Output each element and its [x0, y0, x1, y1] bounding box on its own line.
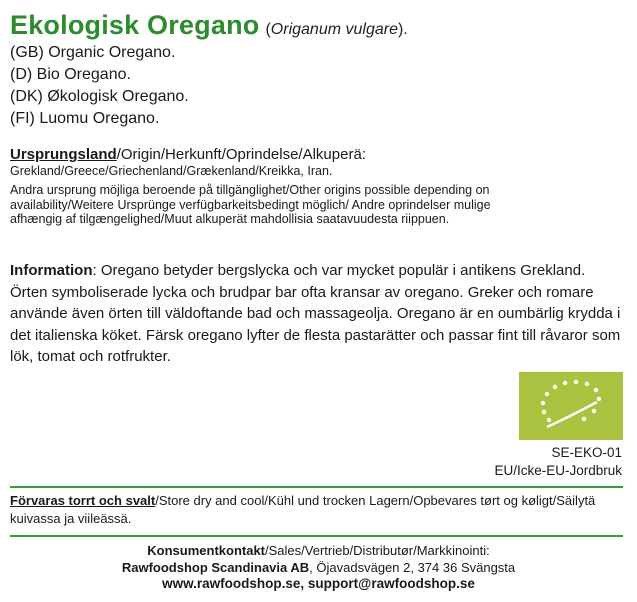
- contact-label-translations: /Sales/Vertrieb/Distributør/Markkinointi:: [265, 543, 490, 558]
- agriculture-origin: EU/Icke-EU-Jordbruk: [494, 463, 622, 478]
- company-name: Rawfoodshop Scandinavia AB: [121, 559, 310, 575]
- eu-organic-leaf-icon: [519, 372, 623, 440]
- certification-code: SE-EKO-01: [551, 445, 622, 460]
- storage-section: [10, 492, 622, 528]
- origin-label-translations: /Origin/Herkunft/Oprindelse/Alkuperä:: [116, 146, 366, 163]
- language-name-fi: (FI) Luomu Oregano.: [10, 110, 160, 127]
- information-label: Information: [10, 262, 93, 279]
- title-row: [10, 10, 408, 41]
- origin-heading: [10, 146, 622, 163]
- product-title: Ekologisk Oregano: [10, 10, 260, 40]
- latin-open: (: [265, 21, 271, 38]
- contact-address-line: [0, 560, 637, 577]
- company-address: , Öjavadsvägen 2, 374 36 Svängsta: [309, 559, 516, 575]
- divider-bottom: [10, 535, 623, 537]
- contact-section: [0, 543, 637, 593]
- certification-text: [494, 444, 622, 480]
- information-section: [10, 260, 622, 368]
- latin-species: Origanum vulgare: [270, 21, 398, 38]
- contact-label: Konsumentkontakt: [147, 543, 266, 558]
- storage-label: Förvaras torrt och svalt: [10, 493, 156, 508]
- language-name-dk: (DK) Økologisk Oregano.: [10, 88, 189, 105]
- origin-note: Andra ursprung möjliga beroende på tillgänglighet/Other origins possible depending on availability/Weitere Ursprünge verfügbarkeitsbedingt möglich/ Andre oprindelser mulige afhængig af tilgængelighed/Muut alkuperät mahdollisia saatavuudesta riippuen.: [10, 183, 491, 226]
- origin-section: [10, 146, 622, 227]
- eu-organic-leaf-graphic: [519, 372, 623, 440]
- information-text: : Oregano betyder bergslycka och var mycket populär i antikens Grekland. Örten symboliserade lycka och brudpar bar ofta kransar av oregano. Greker och romare använde även örten till väldoftande bad och massageolja. Oregano är en oumbärlig krydda i det italienska köket. Färsk oregano lyfter de flesta pastarätter och passar fint till råvaror som lök, tomat och rotfrukter.: [10, 262, 621, 365]
- origin-countries: Grekland/Greece/Griechenland/Grækenland/Kreikka, Iran.: [10, 164, 333, 178]
- contact-web-link[interactable]: www.rawfoodshop.se, support@rawfoodshop.se: [162, 576, 475, 591]
- language-name-gb: (GB) Organic Oregano.: [10, 44, 176, 61]
- latin-close: ).: [397, 21, 408, 38]
- contact-heading: [0, 543, 637, 560]
- language-names: [10, 42, 189, 130]
- latin-name: [265, 21, 407, 38]
- divider-top: [10, 486, 623, 488]
- origin-label: Ursprungsland: [10, 146, 117, 163]
- storage-translations: /Store dry and cool/Kühl und trocken Lagern/Opbevares tørt og køligt/Säilytä kuivassa ja viileässä.: [10, 493, 596, 526]
- language-name-d: (D) Bio Oregano.: [10, 66, 131, 83]
